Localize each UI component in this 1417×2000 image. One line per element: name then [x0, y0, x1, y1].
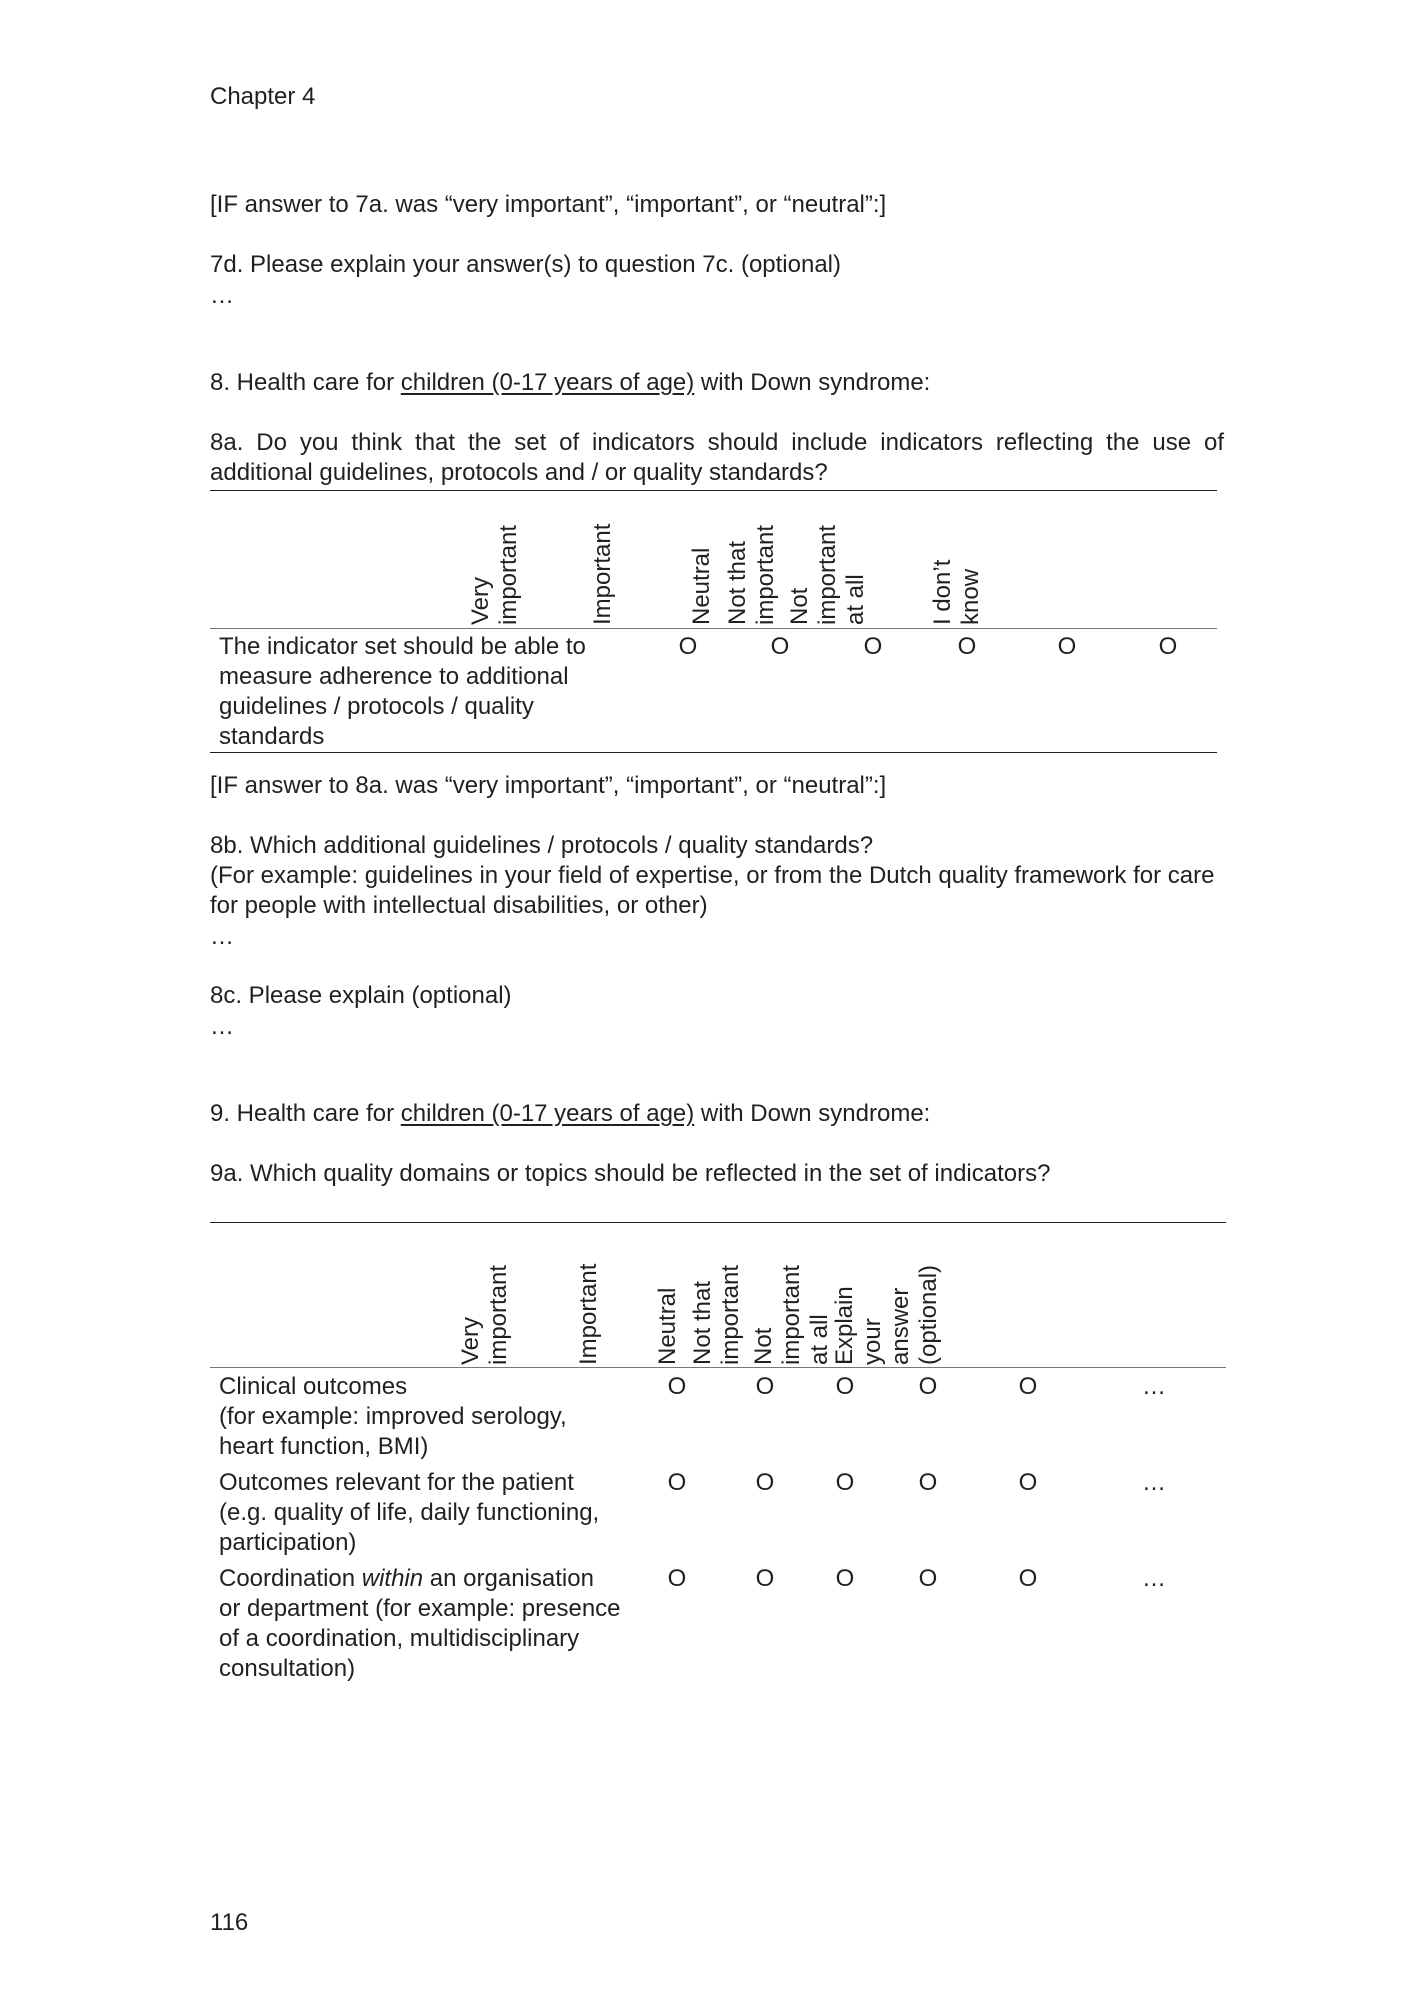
q9a-r3-radio-very-important[interactable]: O — [667, 1565, 687, 1592]
q8a-radio-neutral[interactable]: O — [863, 633, 883, 660]
q7-condition: [IF answer to 7a. was “very important”, “important”, or “neutral”:] — [210, 191, 887, 218]
q9a-question: 9a. Which quality domains or topics should be reflected in the set of indicators? — [210, 1160, 1051, 1187]
q8a-radio-important[interactable]: O — [770, 633, 790, 660]
q8a-header-rule — [210, 628, 1217, 629]
q8b-example-line-2: for people with intellectual disabilities, or other) — [210, 892, 708, 919]
q9a-r1-radio-important[interactable]: O — [755, 1373, 775, 1400]
q9-age-group: children (0-17 years of age) — [400, 1100, 695, 1127]
q8-age-group: children (0-17 years of age) — [400, 369, 695, 396]
q9a-r2-radio-not-that-important[interactable]: O — [918, 1469, 938, 1496]
q7d-answer-field[interactable]: … — [210, 282, 236, 309]
q9a-r1-radio-neutral[interactable]: O — [835, 1373, 855, 1400]
q9a-row-coordination: Coordination within an organisation or department (for example: presence of a coordination, multidisciplinary consultation) — [219, 1565, 621, 1682]
q9a-r2-radio-neutral[interactable]: O — [835, 1469, 855, 1496]
q9a-r3-radio-important[interactable]: O — [755, 1565, 775, 1592]
q9a-col-not-important-at-all: Not important at all — [750, 1264, 833, 1365]
q8b-question: 8b. Which additional guidelines / protocols / quality standards? — [210, 832, 874, 859]
q8b-answer-field[interactable]: … — [210, 923, 236, 950]
q9a-r3-radio-not-that-important[interactable]: O — [918, 1565, 938, 1592]
q9a-header-rule — [210, 1367, 1226, 1368]
q8a-table-bottom-rule — [210, 752, 1217, 753]
q8a-col-neutral: Neutral — [688, 547, 715, 625]
q9a-col-very-important: Very important — [457, 1264, 512, 1365]
q8a-row-label: The indicator set should be able to measure adherence to additional guidelines / protocols / quality standards — [219, 633, 586, 750]
q8a-col-not-important-at-all: Not important at all — [786, 524, 869, 625]
q8a-radio-not-important-at-all[interactable]: O — [1057, 633, 1077, 660]
q9a-r1-radio-not-important-at-all[interactable]: O — [1018, 1373, 1038, 1400]
q9-intro: 9. Health care for children (0-17 years of age) with Down syndrome: — [210, 1100, 931, 1127]
q9a-col-not-that-important: Not that important — [689, 1264, 744, 1365]
q9a-r2-explain-field[interactable]: … — [1142, 1469, 1168, 1496]
q8a-table-header — [210, 490, 1217, 625]
q9a-r2-radio-not-important-at-all[interactable]: O — [1018, 1469, 1038, 1496]
q9a-col-important: Important — [575, 1263, 602, 1365]
q7d-question: 7d. Please explain your answer(s) to question 7c. (optional) — [210, 251, 842, 278]
q8a-col-very-important: Very important — [467, 524, 522, 625]
q9a-r1-explain-field[interactable]: … — [1142, 1373, 1168, 1400]
q8c-question: 8c. Please explain (optional) — [210, 982, 512, 1009]
q9a-row-clinical-outcomes: Clinical outcomes (for example: improved serology, heart function, BMI) — [219, 1373, 567, 1460]
q8a-radio-not-that-important[interactable]: O — [957, 633, 977, 660]
q9a-r1-radio-not-that-important[interactable]: O — [918, 1373, 938, 1400]
q9a-col-explain-answer: Explain your answer (optional) — [831, 1264, 942, 1365]
q9a-r1-radio-very-important[interactable]: O — [667, 1373, 687, 1400]
q8a-col-dont-know: I don’t know — [929, 559, 984, 625]
q8a-question: 8a. Do you think that the set of indicators should include indicators reflecting the use of additional guidelines, protocols and / or quality standards? — [210, 429, 1224, 486]
q9a-row-patient-outcomes: Outcomes relevant for the patient (e.g. quality of life, daily functioning, participation) — [219, 1469, 600, 1556]
q9a-col-neutral: Neutral — [654, 1287, 681, 1365]
q8b-example-line-1: (For example: guidelines in your field of expertise, or from the Dutch quality framework for care — [210, 862, 1215, 889]
q8a-col-not-that-important: Not that important — [724, 524, 779, 625]
q9a-r3-radio-not-important-at-all[interactable]: O — [1018, 1565, 1038, 1592]
q8a-radio-dont-know[interactable]: O — [1158, 633, 1178, 660]
q9a-r3-radio-neutral[interactable]: O — [835, 1565, 855, 1592]
q8-condition: [IF answer to 8a. was “very important”, “important”, or “neutral”:] — [210, 772, 887, 799]
q8a-radio-very-important[interactable]: O — [678, 633, 698, 660]
q8-intro: 8. Health care for children (0-17 years of age) with Down syndrome: — [210, 369, 931, 396]
q9a-r3-explain-field[interactable]: … — [1142, 1565, 1168, 1592]
q9a-r2-radio-very-important[interactable]: O — [667, 1469, 687, 1496]
page-number: 116 — [210, 1909, 249, 1936]
q9a-table-header — [210, 1222, 1226, 1365]
chapter-header: Chapter 4 — [210, 83, 316, 110]
q8a-col-important: Important — [589, 523, 616, 625]
q9a-r2-radio-important[interactable]: O — [755, 1469, 775, 1496]
q8c-answer-field[interactable]: … — [210, 1013, 236, 1040]
